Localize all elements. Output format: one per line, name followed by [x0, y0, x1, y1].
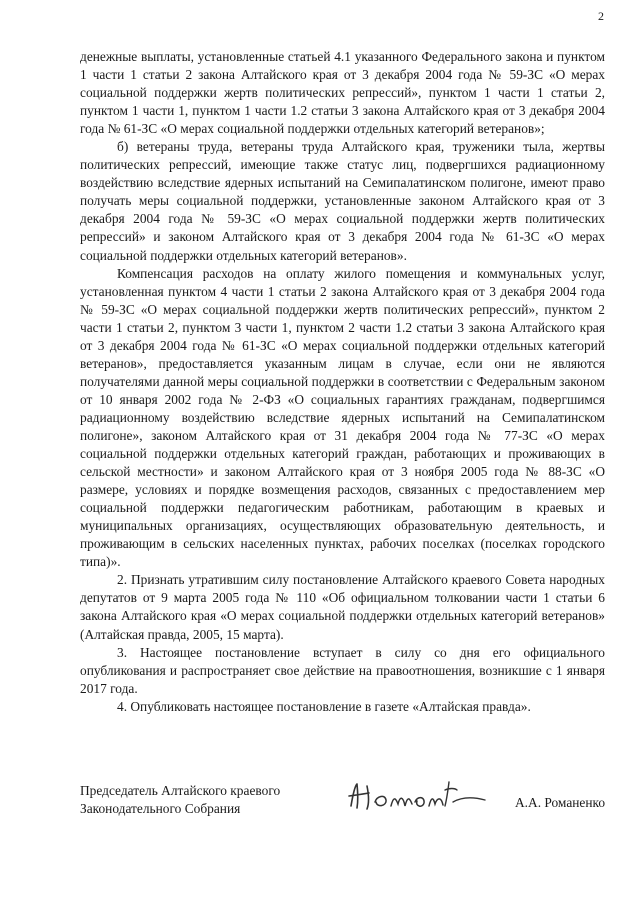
page-number: 2	[598, 9, 604, 23]
paragraph-item-3: 3. Настоящее постановление вступает в силу со дня его официального опубликования и распространяет свое действие на правоотношения, возникшие с 1 января 2017 года.	[80, 644, 605, 696]
paragraph-continuation: денежные выплаты, установленные статьей 4.1 указанного Федерального закона и пунктом 1 части 1 статьи 2 закона Алтайского края от 3 декабря 2004 года № 59-ЗС «О мерах социальной поддержки жертв политических репрессий», пунктом 1 части 1 статьи 2, пунктом 1 части 1, пунктом 1 части 1.2 статьи 3 закона Алтайского края от 3 декабря 2004 года № 61-ЗС «О мерах социальной поддержки отдельных категорий ветеранов»;	[80, 49, 605, 137]
signer-position-line2: Законодательного Собрания	[80, 801, 241, 816]
signer-position-line1: Председатель Алтайского краевого	[80, 783, 281, 798]
signature-block	[80, 782, 615, 842]
document-body	[80, 48, 605, 716]
signer-position	[80, 782, 300, 818]
paragraph-item-b: б) ветераны труда, ветераны труда Алтайского края, труженики тыла, жертвы политических репрессий, имеющие также статус лиц, подвергшихся радиационному воздействию вследствие ядерных испытаний на Семипалатинском полигоне, имеют право получать меры социальной поддержки, установленные законом Алтайского края от 3 декабря 2004 года № 59-ЗС «О мерах социальной поддержки жертв политических репрессий» и законом Алтайского края от 3 декабря 2004 года № 61-ЗС «О мерах социальной поддержки отдельных категорий ветеранов».	[80, 139, 605, 263]
paragraph-compensation: Компенсация расходов на оплату жилого помещения и коммунальных услуг, установленная пунктом 4 части 1 статьи 2 закона Алтайского края от 3 декабря 2004 года № 59-ЗС «О мерах социальной поддержки жертв политических репрессий», пунктом 2 части 1 статьи 2, пунктом 3 части 1, пунктом 2 части 1.2 статьи 3 закона Алтайского края от 3 декабря 2004 года № 61-ЗС «О мерах социальной поддержки отдельных категорий ветеранов», предоставляется указанным лицам в случае, если они не являются получателями данной меры социальной поддержки в соответствии с Федеральным законом от 10 января 2002 года № 2-ФЗ «О социальных гарантиях гражданам, подвергшимся радиационному воздействию вследствие ядерных испытаний на Семипалатинском полигоне», законом Алтайского края от 31 декабря 2004 года № 77-ЗС «О мерах социальной поддержки отдельных категорий граждан, работающих и проживающих в сельской местности» и законом Алтайского края от 3 ноября 2005 года № 88-ЗС «О размере, условиях и порядке возмещения расходов, связанных с предоставлением мер социальной поддержки педагогическим работникам, работающим в краевых и муниципальных организациях, осуществляющих образовательную деятельность, и проживающим в сельских населенных пунктах, рабочих поселках (поселках городского типа)».	[80, 265, 605, 570]
signer-name: А.А. Романенко	[515, 795, 606, 810]
paragraph-item-2: 2. Признать утратившим силу постановление Алтайского краевого Совета народных депутатов от 9 марта 2005 года № 110 «Об официальном толковании части 1 статьи 6 закона Алтайского края «О мерах социальной поддержки отдельных категорий ветеранов» (Алтайская правда, 2005, 15 марта).	[80, 572, 605, 642]
handwritten-signature	[345, 776, 495, 816]
paragraph-item-4: 4. Опубликовать настоящее постановление в газете «Алтайская правда».	[117, 698, 531, 714]
